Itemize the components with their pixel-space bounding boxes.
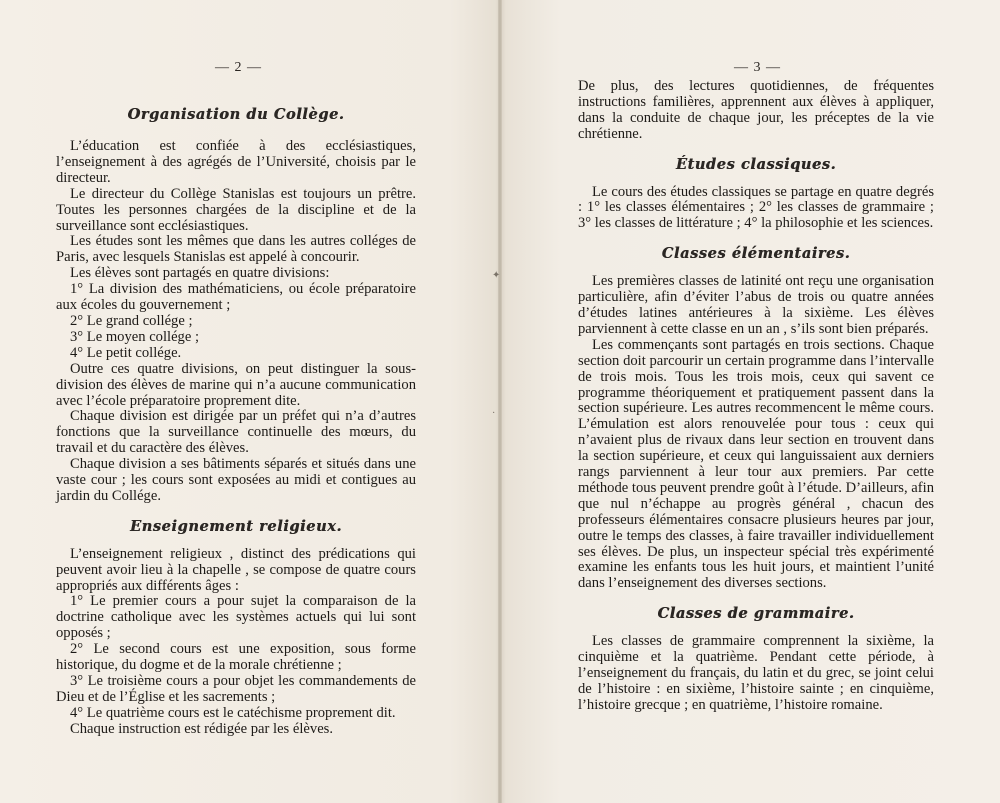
heading-classes-elementaires: Classes élémentaires. [661,245,851,263]
paragraph: Les études sont les mêmes que dans les autres colléges de Paris, avec lesquels Stanislas est appelé à concourir. [56,233,416,266]
right-page [502,0,1000,803]
heading-enseignement-religieux: Enseignement religieux. [129,517,343,535]
list-item: 2° Le second cours est une exposition, sous forme historique, du dogme et de la morale chrétienne ; [56,641,416,674]
paragraph: L’éducation est confiée à des ecclésiastiques, l’enseignement à des agrégés de l’Université, choisis par le directeur. [56,138,416,186]
left-page-text [56,139,416,738]
paragraph: Outre ces quatre divisions, on peut distinguer la sous-division des élèves de marine qui n’a aucune communication avec l’école préparatoire proprement dite. [56,360,416,409]
list-item: 1° Le premier cours a pour sujet la comparaison de la doctrine catholique avec les systèmes actuels qui lui sont opposés ; [56,593,416,642]
paragraph: Chaque instruction est rédigée par les élèves. [70,720,334,737]
paragraph: Les classes de grammaire comprennent la sixième, la cinquième et la quatrième. Pendant cette période, à l’enseignement du français, du latin et du grec, se joint celui de l’histoire : en sixième, l’histoire sainte ; en cinquième, l’histoire grecque ; en quatrième, l’histoire romaine. [578,633,934,713]
binding-mark: · [492,408,496,419]
paragraph: Les élèves sont partagés en quatre divisions: [70,265,330,282]
paragraph: Le directeur du Collège Stanislas est toujours un prêtre. Toutes les personnes chargées de la discipline et de la surveillance sont ecclésiastiques. [56,185,416,234]
paragraph: Chaque division est dirigée par un préfet qui n’a d’autres fonctions que la surveillance continuelle des mœurs, du travail et du caractère des élèves. [56,408,416,457]
page-number-right: — 3 — [734,60,781,75]
paragraph: L’enseignement religieux , distinct des prédications qui peuvent avoir lieu à la chapelle , se compose de quatre cours appropriés aux différents âges : [56,545,416,594]
list-item: 1° La division des mathématiciens, ou école préparatoire aux écoles du gouvernement ; [56,281,416,314]
paragraph: Les premières classes de latinité ont reçu une organisation particulière, afin d’éviter l’abus de trois ou quatre années d’études latines antérieures à la sixième. Les élèves parviennent à cette classe en un an , s’ils sont bien préparés. [578,273,934,337]
page-number-left: — 2 — [215,60,262,75]
heading-etudes-classiques: Études classiques. [675,155,837,173]
heading-classes-de-grammaire: Classes de grammaire. [657,605,855,623]
binding-mark: ✦ [492,270,501,281]
list-item: 2° Le grand collége ; [70,312,193,329]
paragraph: De plus, des lectures quotidiennes, de fréquentes instructions familières, apprennent aux élèves à appliquer, dans la conduite de chaque jour, les préceptes de la vie chrétienne. [578,78,934,142]
list-item: 3° Le troisième cours a pour objet les commandements de Dieu et de l’Église et les sacrements ; [56,673,416,705]
list-item: 3° Le moyen collége ; [70,328,200,345]
heading-organisation: Organisation du Collège. [127,106,345,123]
paragraph: Chaque division a ses bâtiments séparés et situés dans une vaste cour ; les cours sont exposées au midi et contigues au jardin du Collége. [56,456,416,504]
list-item: 4° Le petit collége. [70,344,182,361]
right-page-text [578,79,934,714]
list-item: 4° Le quatrième cours est le catéchisme proprement dit. [70,704,396,721]
paragraph: Le cours des études classiques se partage en quatre degrés : 1° les classes élémentaires ; 2° les classes de grammaire ; 3° les classes de littérature ; 4° la philosophie et les sciences. [578,183,934,232]
paragraph: Les commençants sont partagés en trois sections. Chaque section doit parcourir un certain programme dans l’intervalle de trois mois. Tous les trois mois, ceux qui savent ce programme théoriquement et pratiquement passent dans la section supérieure. Les autres recommencent le même cours. L’émulation est alors renouvelée pour tous : ceux qui n’avaient plus de rivaux dans leur section en trouvent dans la section supérieure, et ceux qui languissaient aux derniers rangs parviennent à leur tour aux premiers. Par cette méthode tous peuvent prendre goût à l’étude. D’ailleurs, afin que nul n’échappe au progrès général , chacun des professeurs élémentaires consacre plusieurs heures par jour, outre le temps des classes, à faire travailler individuellement ses élèves. De plus, un inspecteur spécial très expérimenté examine les enfants tous les huit jours, et maintient l’unité dans l’enseignement des diverses sections. [578,336,934,592]
